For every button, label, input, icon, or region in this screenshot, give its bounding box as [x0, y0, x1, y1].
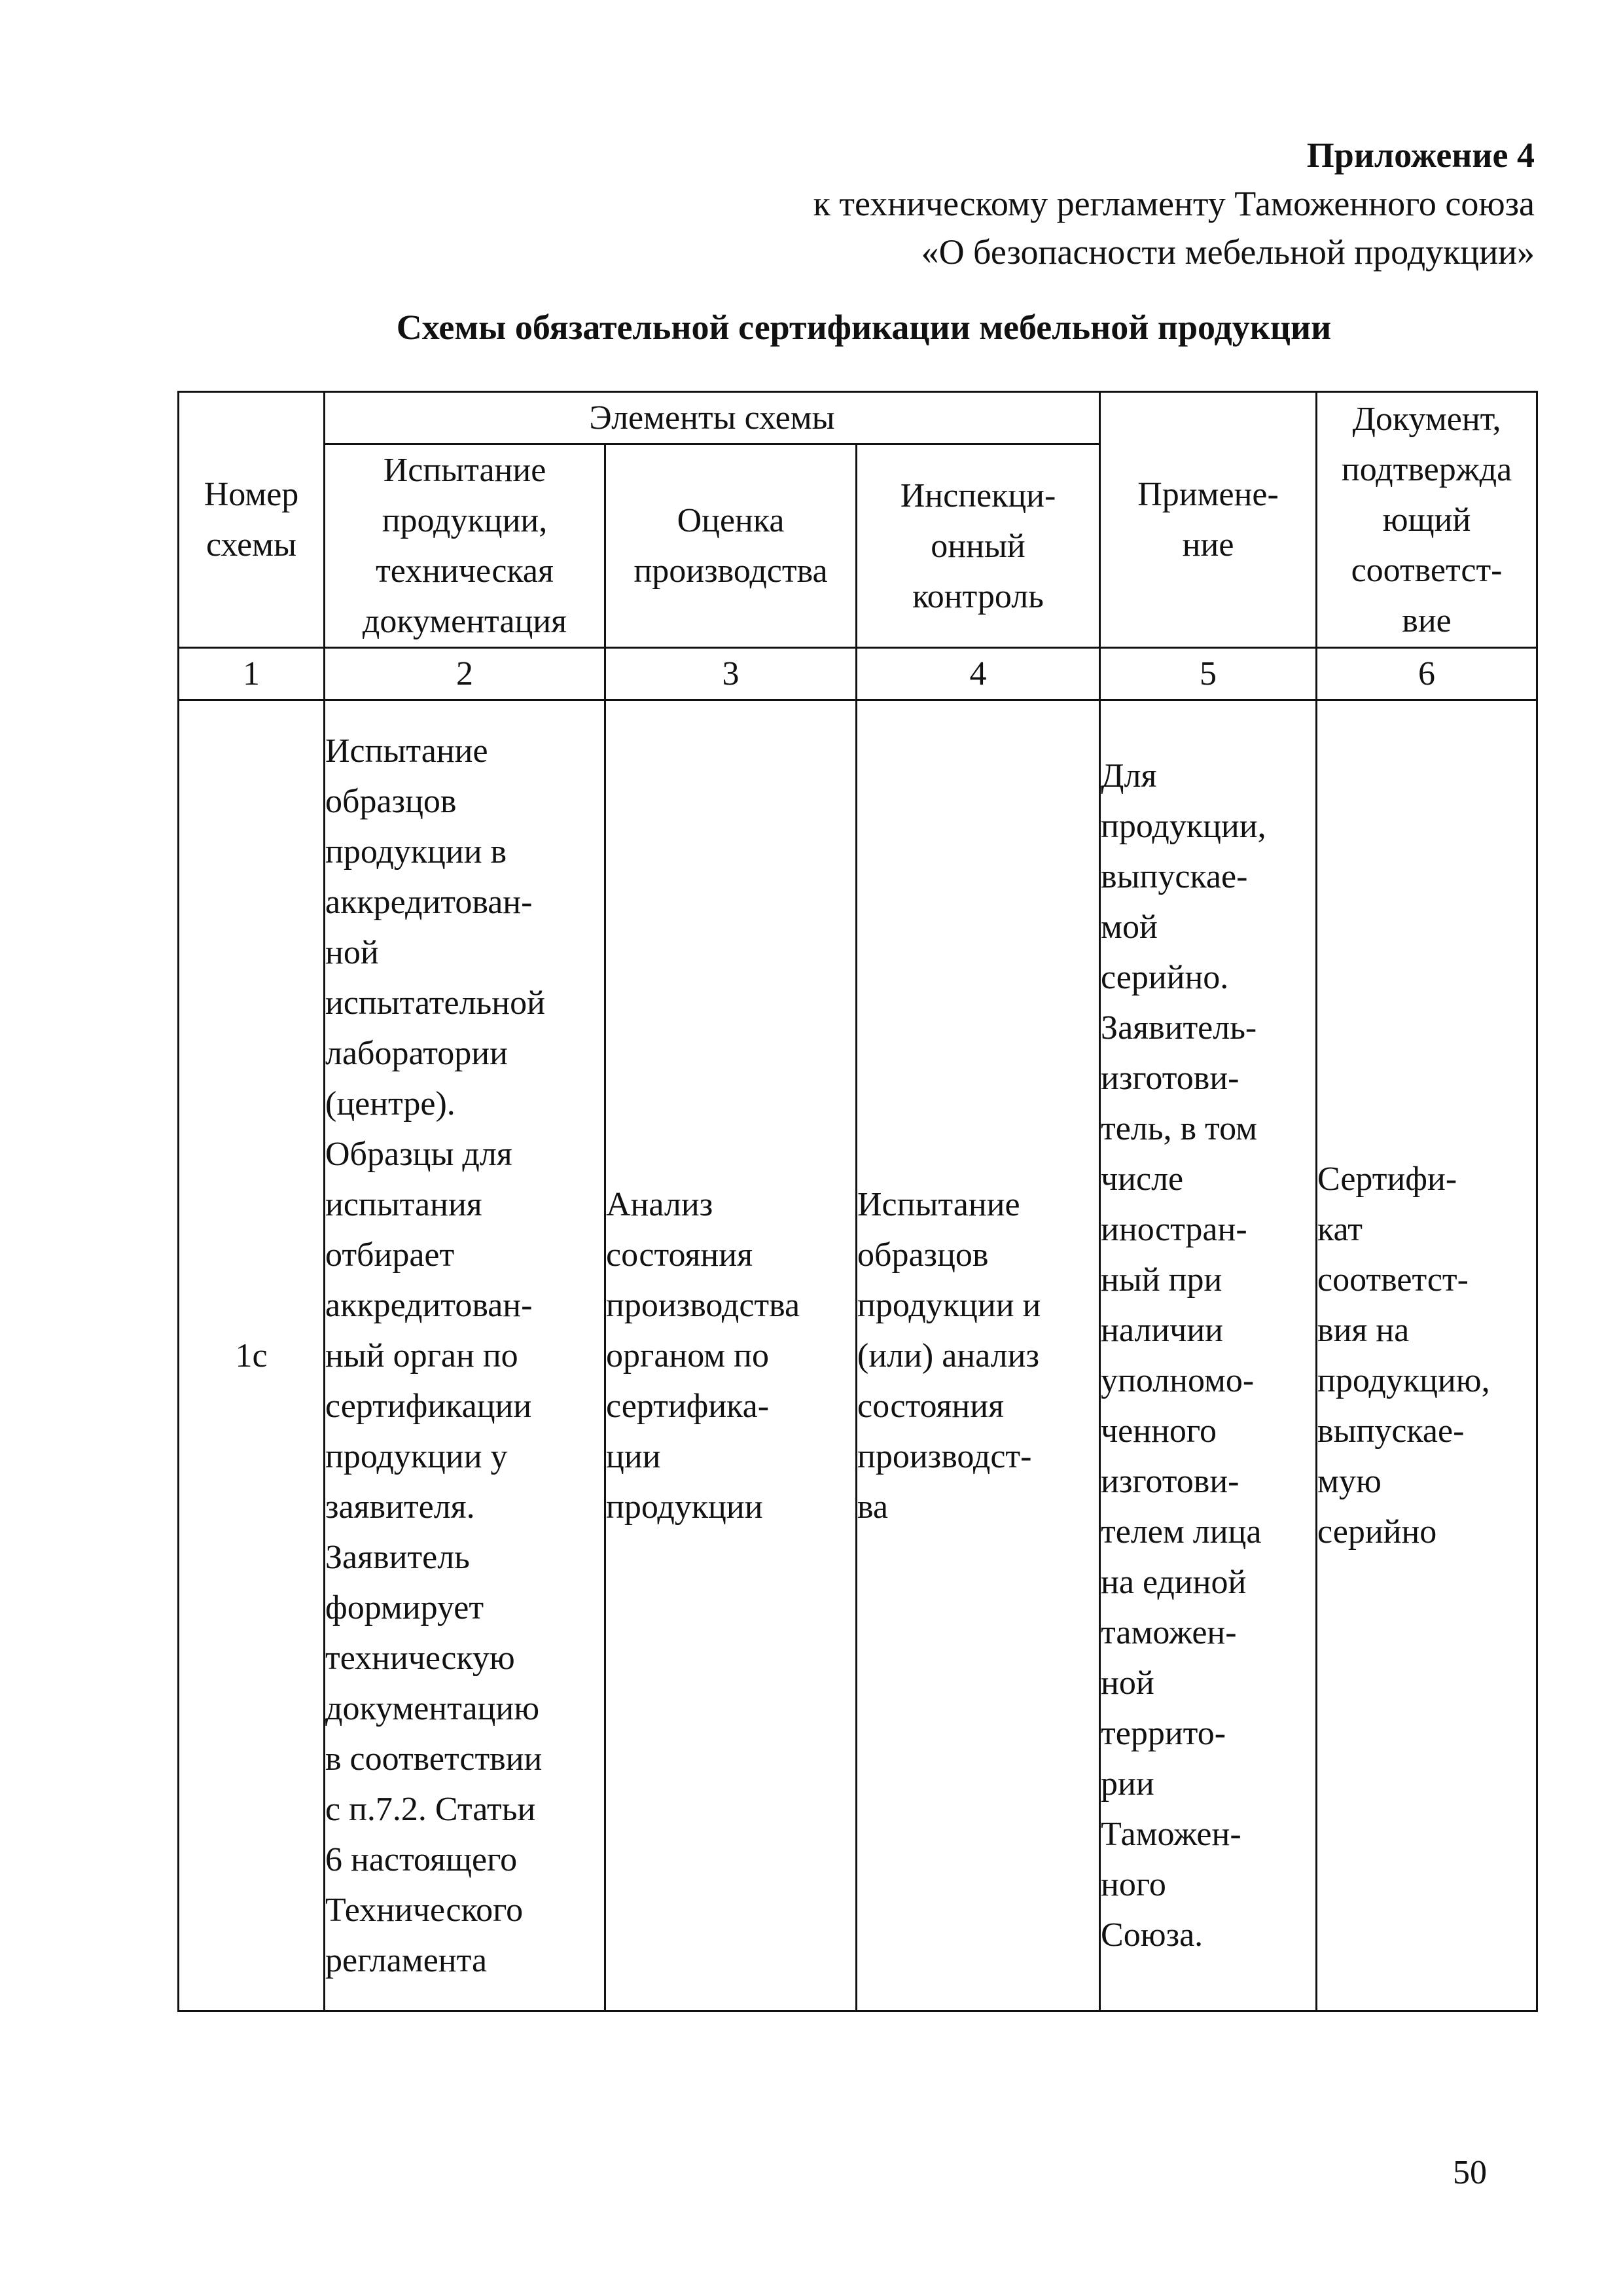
appendix-subtitle-line-1: к техническому регламенту Таможенного союза: [813, 184, 1535, 223]
column-number: 3: [605, 648, 857, 700]
appendix-header: [813, 131, 1535, 276]
header-conformity-document: Документ, подтвержда ющий соответст- вие: [1317, 392, 1537, 648]
cell-conformity-document: Сертифи- кат соответст- вия на продукцию, выпускае- мую серийно: [1317, 700, 1537, 2011]
document-title: Схемы обязательной сертификации мебельной продукции: [396, 308, 1332, 347]
header-scheme-elements: Элементы схемы: [325, 392, 1100, 444]
cell-testing: Испытание образцов продукции в аккредитован- ной испытательной лаборатории (центре). Образцы для испытания отбирает аккредитован- ный орган по сертификации продукции у заявителя. Заявитель формирует техническую документацию в соответствии с п.7.2. Статьи 6 настоящего Технического регламента: [325, 700, 605, 2011]
header-application: Примене- ние: [1100, 392, 1317, 648]
header-scheme-number: Номер схемы: [179, 392, 325, 648]
cell-scheme-number: 1с: [179, 700, 325, 2011]
column-number: 6: [1317, 648, 1537, 700]
cell-application: Для продукции, выпускае- мой серийно. Заявитель- изготови- тель, в том числе иностран- ный при наличии уполномо- ченного изготови- телем лица на единой таможен- ной террито- рии Таможен- ного Союза.: [1100, 700, 1317, 2011]
table-header-row-1: [179, 392, 1537, 444]
certification-schemes-table: [177, 391, 1538, 2012]
page-number: 50: [1453, 2154, 1487, 2191]
header-production-assessment: Оценка производства: [605, 444, 857, 648]
header-testing: Испытание продукции, техническая документация: [325, 444, 605, 648]
column-number: 5: [1100, 648, 1317, 700]
column-number: 1: [179, 648, 325, 700]
header-inspection-control: Инспекци- онный контроль: [857, 444, 1100, 648]
cell-inspection-control: Испытание образцов продукции и (или) анализ состояния производст- ва: [857, 700, 1100, 2011]
column-number: 2: [325, 648, 605, 700]
cell-production-assessment: Анализ состояния производства органом по сертифика- ции продукции: [605, 700, 857, 2011]
appendix-subtitle-line-2: «О безопасности мебельной продукции»: [921, 232, 1535, 272]
appendix-title: Приложение 4: [1306, 135, 1535, 175]
column-number: 4: [857, 648, 1100, 700]
column-number-row: [179, 648, 1537, 700]
table-row: [179, 700, 1537, 2011]
